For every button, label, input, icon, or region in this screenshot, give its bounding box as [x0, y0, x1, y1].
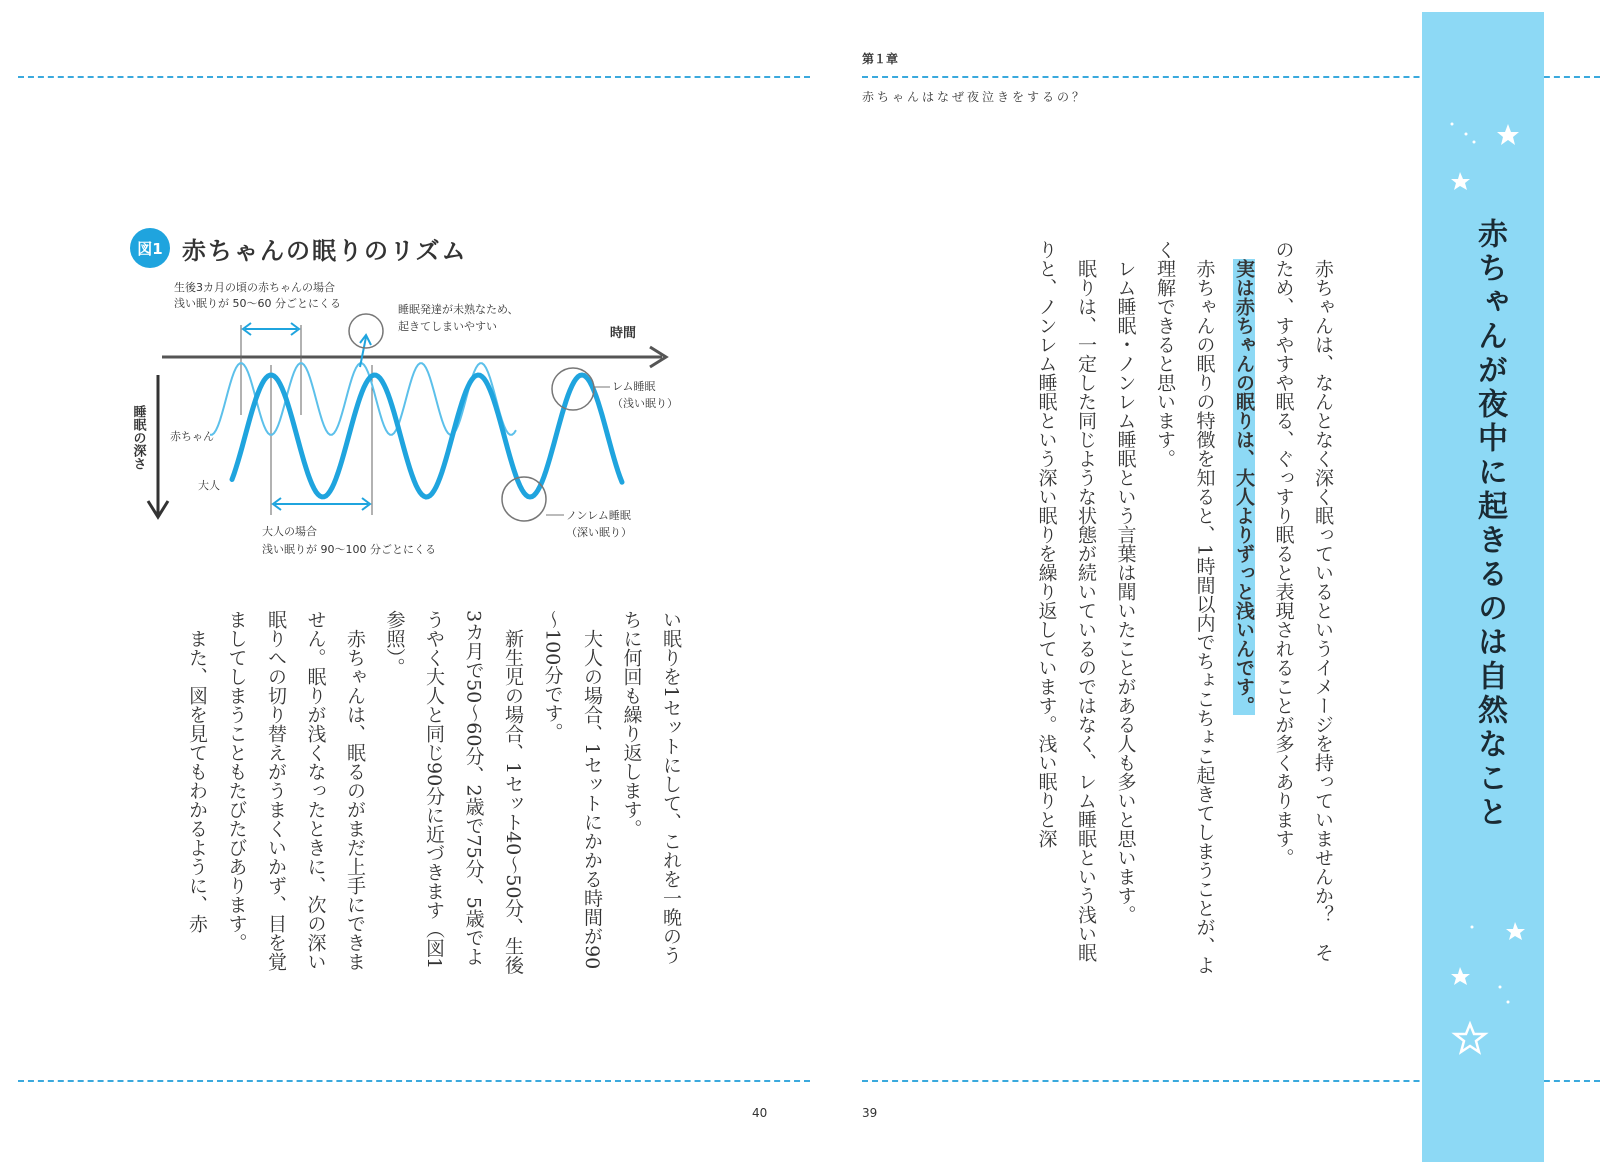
- paragraph: 新生児の場合、1セット40～50分、生後3カ月で50～60分、2歳で75分、5歳でようやく大人と同じ90分に近づきます（図1参照）。: [383, 610, 524, 975]
- nonrem-label: ノンレム睡眠: [566, 509, 631, 522]
- star-outline-icon: [1455, 1024, 1485, 1052]
- paragraph: 大人の場合、1セットにかかる時間が90～100分です。: [541, 610, 603, 970]
- figure-heading: 赤ちゃんの眠りのリズム: [182, 236, 468, 265]
- baby-case-label: 生後3カ月の頃の赤ちゃんの場合: [174, 281, 335, 294]
- page-number-left: 40: [752, 1106, 768, 1120]
- figure-badge: 図1: [130, 228, 170, 268]
- star-icon: [1497, 124, 1519, 145]
- star-icon: [1506, 922, 1525, 940]
- adult-case-label-2: 浅い眠りが 90～100 分ごとにくる: [262, 543, 436, 556]
- highlight-text: 実は赤ちゃんの眠りは、大人よりずっと浅いんです。: [1233, 259, 1255, 715]
- baby-case-label-2: 浅い眠りが 50～60 分ごとにくる: [174, 297, 341, 310]
- wake-label-2: 起きてしまいやすい: [398, 320, 497, 333]
- top-dashed-rule-left: [18, 76, 810, 78]
- adult-case-label: 大人の場合: [262, 525, 317, 538]
- legend-baby: 赤ちゃん: [170, 430, 214, 443]
- right-page-body: [930, 240, 1342, 980]
- paragraph: 赤ちゃんの眠りの特徴を知ると、1時間以内でちょこちょこ起きてしまうことが、よく理解できると思います。: [1154, 240, 1216, 975]
- chapter-title: 赤ちゃんはなぜ夜泣きをするの？: [862, 90, 1088, 104]
- figure-title: [130, 228, 468, 268]
- paragraph: 赤ちゃんは、眠るのがまだ上手にできません。眠りが浅くなったときに、次の深い眠りへの切り替えがうまくいかず、目を覚ましてしまうこともたびたびあります。: [225, 610, 366, 971]
- page-number-right: 39: [862, 1106, 878, 1120]
- chapter-label: 第１章: [862, 52, 899, 66]
- star-icon: [1451, 967, 1470, 985]
- paragraph: 眠りは、一定した同じような状態が続いているのではなく、レム睡眠という浅い眠りと、ノンレム睡眠という深い眠りを繰り返しています。浅い眠りと深: [1035, 240, 1097, 962]
- rem-label: レム睡眠: [612, 380, 656, 393]
- paragraph: また、図を見てもわかるように、赤: [186, 629, 208, 933]
- section-title: 赤ちゃんが夜中に起きるのは自然なこと: [1472, 218, 1507, 830]
- legend-adult: 大人: [198, 479, 220, 492]
- paragraph-highlight: [1224, 240, 1264, 980]
- bottom-dashed-rule-left: [18, 1080, 810, 1082]
- nonrem-label-2: （深い眠り）: [566, 526, 632, 539]
- series-adult-wave: [232, 375, 622, 497]
- sleep-rhythm-chart: [120, 275, 680, 575]
- paragraph: 赤ちゃんは、なんとなく深く眠っているというイメージを持っていませんか？ そのため、すやすや眠る、ぐっすり眠ると表現されることが多くあります。: [1272, 240, 1334, 962]
- nonrem-circle: [502, 477, 546, 521]
- x-axis-label: 時間: [610, 326, 637, 341]
- wake-circle: [349, 314, 383, 348]
- y-axis-label: 睡眠の深さ: [130, 405, 146, 470]
- star-icon: [1451, 172, 1470, 190]
- wake-label: 睡眠発達が未熟なため、: [398, 303, 519, 316]
- paragraph: い眠りを1セットにして、これを一晩のうちに何回も繰り返します。: [620, 610, 682, 965]
- left-page-body: [140, 610, 690, 980]
- rem-label-2: （浅い眠り）: [612, 397, 678, 410]
- paragraph: レム睡眠・ノンレム睡眠という言葉は聞いたことがある人も多いと思います。: [1114, 259, 1137, 924]
